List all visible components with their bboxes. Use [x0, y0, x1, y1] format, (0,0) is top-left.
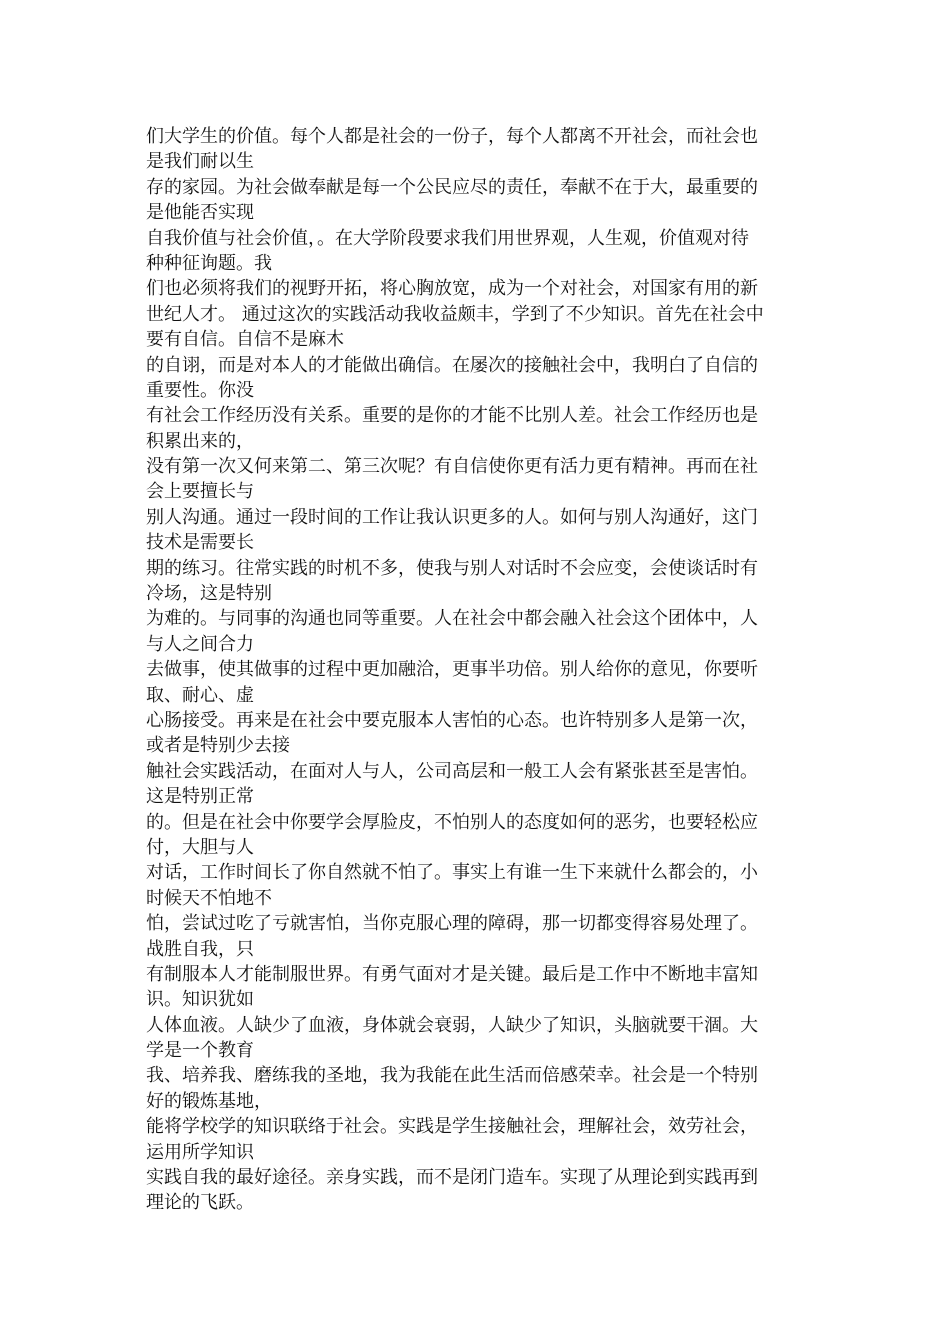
text-line: 取、耐心、虚: [146, 684, 254, 706]
text-line: 世纪人才。 通过这次的实践活动我收益颇丰，学到了不少知识。首先在社会中: [146, 303, 764, 325]
text-line: 重要性。你没: [146, 379, 254, 401]
text-line: 付，大胆与人: [146, 836, 254, 858]
text-line: 们也必须将我们的视野开拓，将心胸放宽，成为一个对社会，对国家有用的新: [146, 278, 758, 300]
text-line: 有制服本人才能制服世界。有勇气面对才是关键。最后是工作中不断地丰富知: [146, 963, 758, 985]
text-line: 心肠接受。再来是在社会中要克服本人害怕的心态。也许特别多人是第一次，: [146, 709, 758, 731]
text-line: 冷场，这是特别: [146, 583, 272, 605]
text-line: 是他能否实现: [146, 202, 254, 224]
text-line: 对话，工作时间长了你自然就不怕了。事实上有谁一生下来就什么都会的，小: [146, 862, 758, 884]
text-line: 理论的飞跃。: [146, 1192, 254, 1214]
text-line: 是我们耐以生: [146, 151, 254, 173]
text-line: 有社会工作经历没有关系。重要的是你的才能不比别人差。社会工作经历也是: [146, 405, 758, 427]
text-line: 识。知识犹如: [146, 989, 254, 1011]
text-line: 时候天不怕地不: [146, 887, 272, 909]
text-line: 自我价值与社会价值，。在大学阶段要求我们用世界观，人生观，价值观对待: [146, 227, 749, 249]
text-line: 为难的。与同事的沟通也同等重要。人在社会中都会融入社会这个团体中，人: [146, 608, 758, 630]
text-line: 或者是特别少去接: [146, 735, 290, 757]
text-line: 学是一个教育: [146, 1040, 254, 1062]
text-line: 去做事，使其做事的过程中更加融洽，更事半功倍。别人给你的意见，你要听: [146, 659, 758, 681]
text-line: 技术是需要长: [146, 532, 254, 554]
text-line: 这是特别正常: [146, 786, 254, 808]
text-line: 的。但是在社会中你要学会厚脸皮，不怕别人的态度如何的恶劣，也要轻松应: [146, 811, 758, 833]
text-line: 期的练习。往常实践的时机不多，使我与别人对话时不会应变，会使谈话时有: [146, 557, 758, 579]
text-line: 别人沟通。通过一段时间的工作让我认识更多的人。如何与别人沟通好，这门: [146, 506, 758, 528]
text-line: 实践自我的最好途径。亲身实践，而不是闭门造车。实现了从理论到实践再到: [146, 1167, 758, 1189]
text-line: 没有第一次又何来第二、第三次呢？有自信使你更有活力更有精神。再而在社: [146, 456, 758, 478]
text-line: 能将学校学的知识联络于社会。实践是学生接触社会，理解社会，效劳社会，: [146, 1116, 758, 1138]
text-line: 好的锻炼基地，: [146, 1090, 272, 1112]
text-line: 战胜自我，只: [146, 938, 254, 960]
text-line: 与人之间合力: [146, 633, 254, 655]
text-line: 会上要擅长与: [146, 481, 254, 503]
text-line: 的自诩，而是对本人的才能做出确信。在屡次的接触社会中，我明白了自信的: [146, 354, 758, 376]
text-line: 运用所学知识: [146, 1141, 254, 1163]
text-line: 存的家园。为社会做奉献是每一个公民应尽的责任，奉献不在于大，最重要的: [146, 176, 758, 198]
text-line: 我、培养我、磨练我的圣地，我为我能在此生活而倍感荣幸。社会是一个特别: [146, 1065, 758, 1087]
text-line: 怕，尝试过吃了亏就害怕，当你克服心理的障碍，那一切都变得容易处理了。: [146, 913, 758, 935]
text-line: 积累出来的，: [146, 430, 254, 452]
body-text: [146, 124, 806, 1216]
text-line: 要有自信。自信不是麻木: [146, 329, 344, 351]
text-line: 种种征询题。我: [146, 252, 272, 274]
text-line: 触社会实践活动，在面对人与人，公司高层和一般工人会有紧张甚至是害怕。: [146, 760, 758, 782]
text-line: 们大学生的价值。每个人都是社会的一份子，每个人都离不开社会，而社会也: [146, 126, 758, 147]
text-line: 人体血液。人缺少了血液，身体就会衰弱，人缺少了知识，头脑就要干涸。大: [146, 1014, 758, 1036]
